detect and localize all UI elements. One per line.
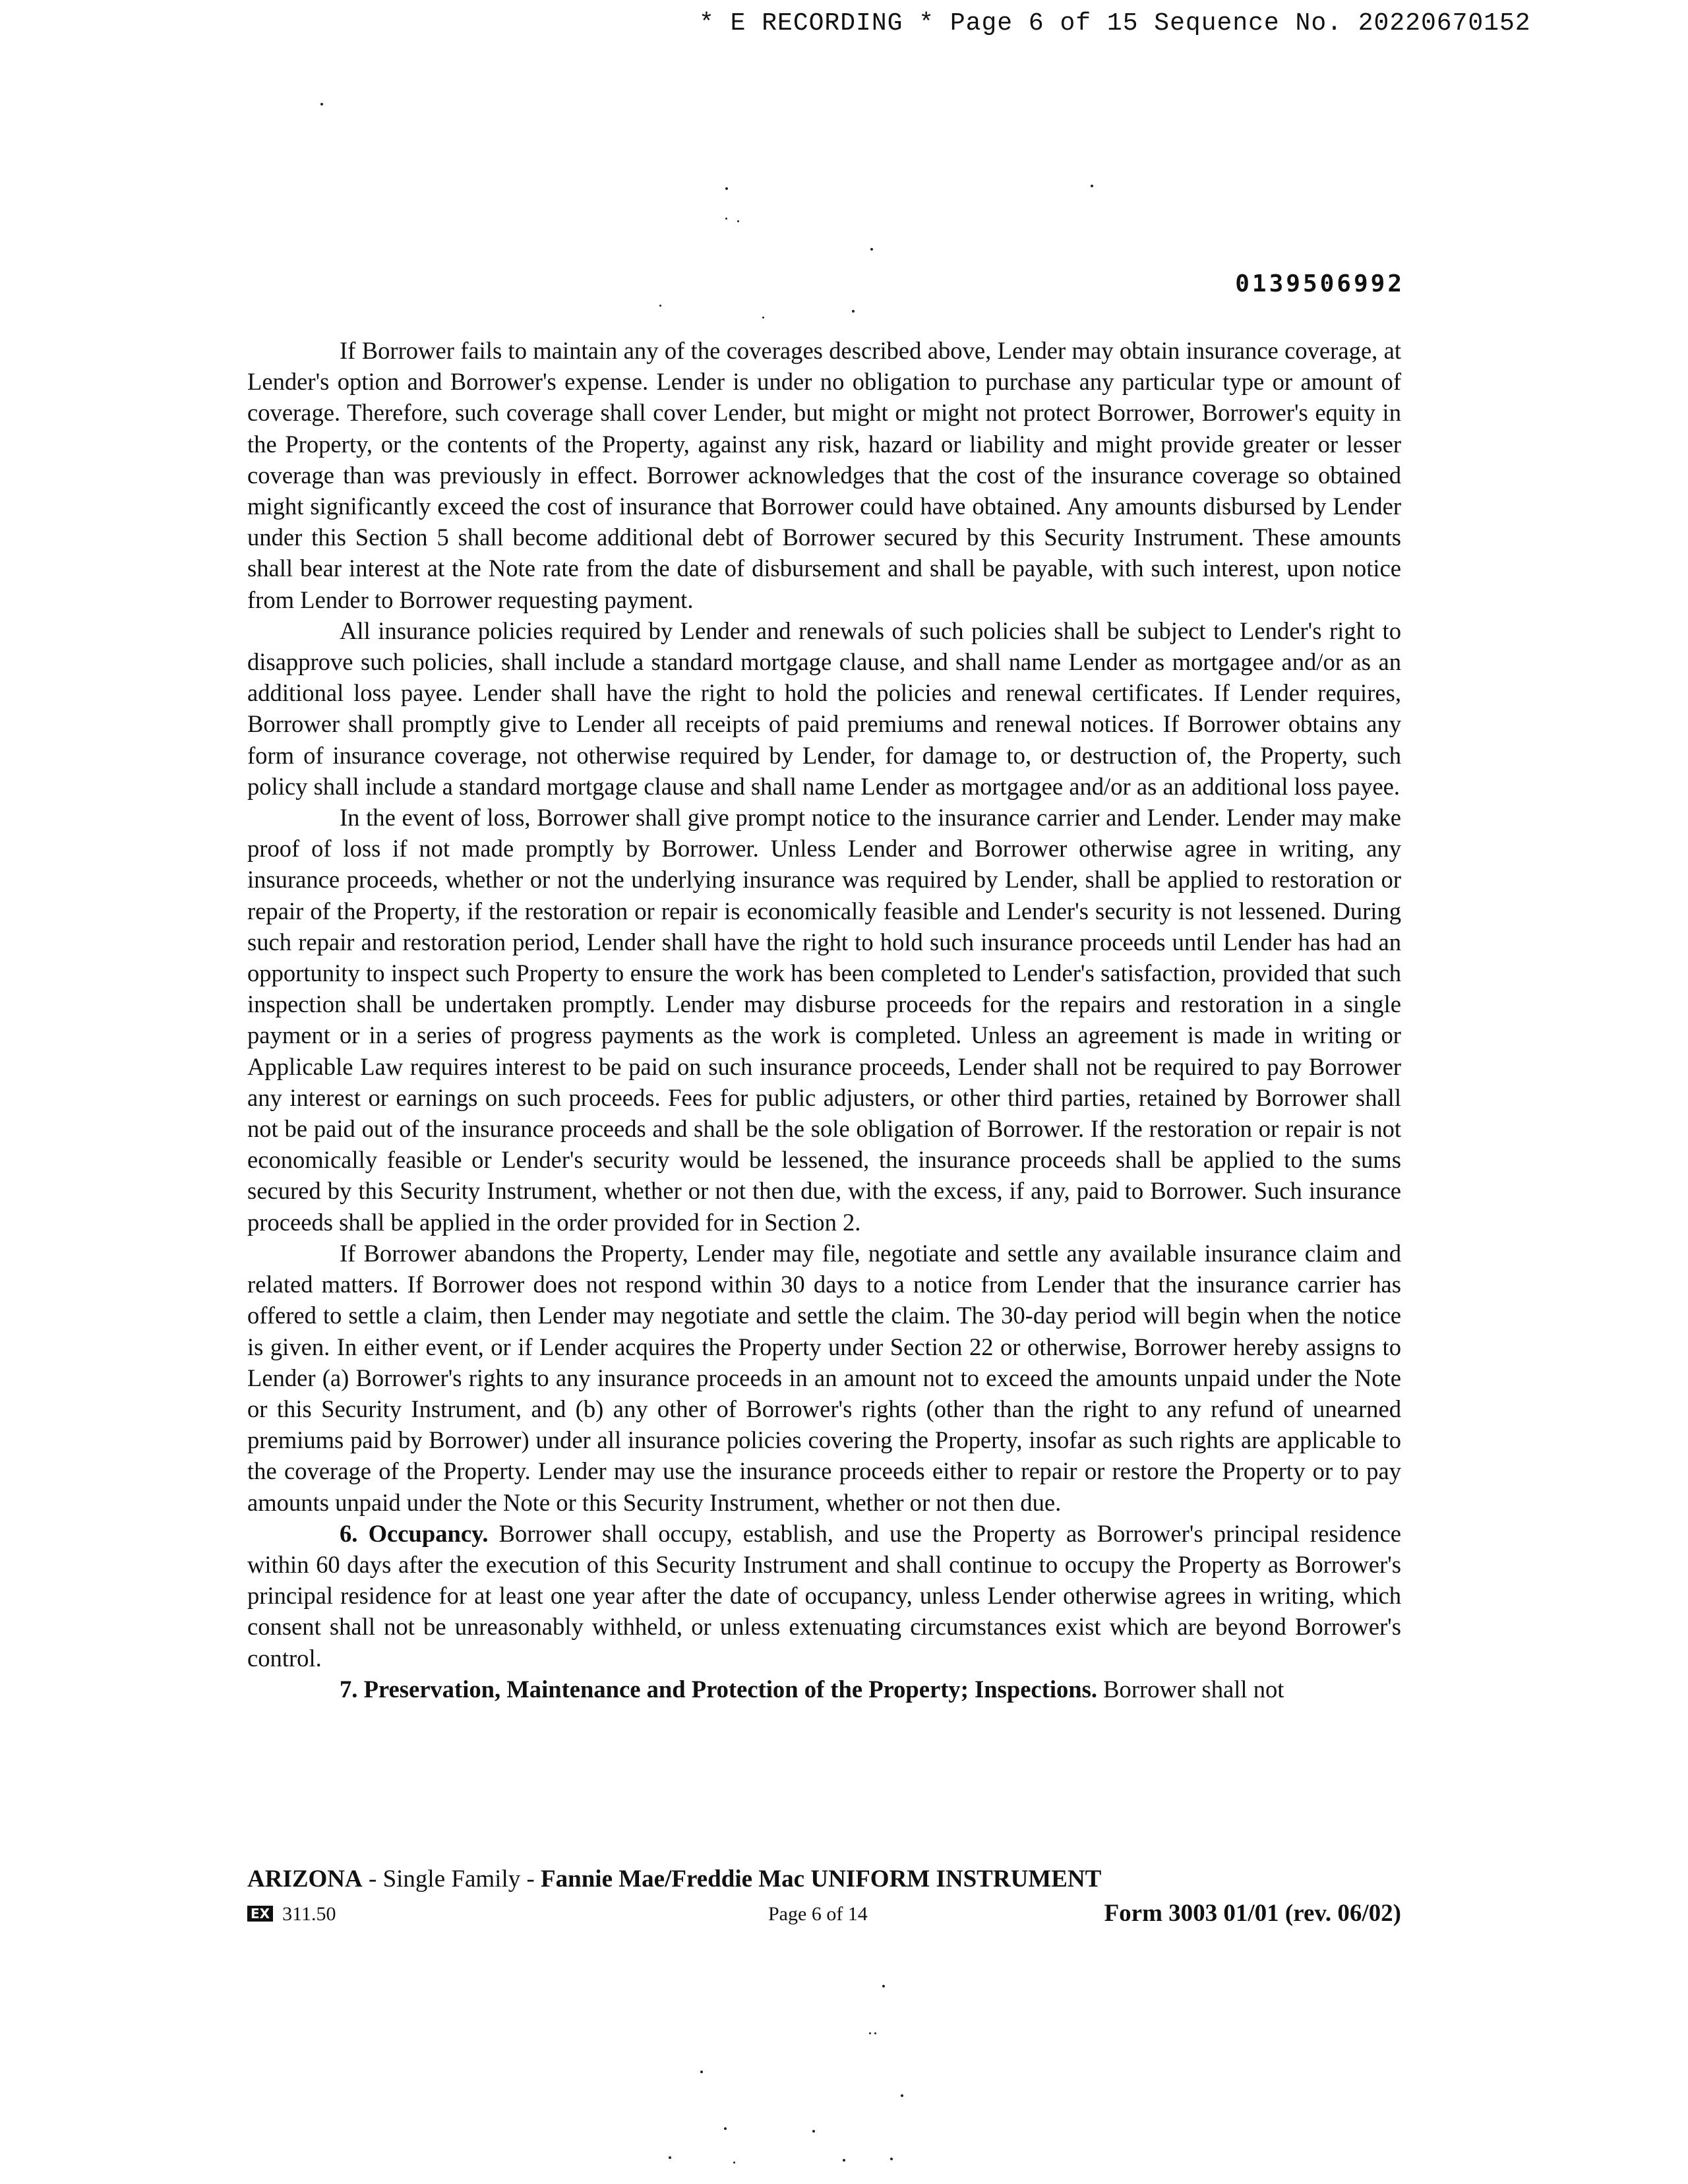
- paragraph-lender-obtain-insurance: If Borrower fails to maintain any of the coverages described above, Lender may obtain insurance coverage, at Lender's option and Borrower's expense. Lender is under no obligation to purchase any particular type or amount of coverage. Therefore, such coverage shall cover Lender, but might or might not protect Borrower, Borrower's equity in the Property, or the contents of the Property, against any risk, hazard or liability and might provide greater or lesser coverage than was previously in effect. Borrower acknowledges that the cost of the insurance coverage so obtained might significantly exceed the cost of insurance that Borrower could have obtained. Any amounts disbursed by Lender under this Section 5 shall become additional debt of Borrower secured by this Security Instrument. These amounts shall bear interest at the Note rate from the date of disbursement and shall be payable, with such interest, upon notice from Lender to Borrower requesting payment.: [247, 337, 1401, 613]
- scan-speck: [843, 2159, 845, 2162]
- occupancy-heading: 6. Occupancy.: [340, 1519, 489, 1547]
- paragraph-insurance-policies: All insurance policies required by Lender and renewals of such policies shall be subject to Lender's right to disapprove such policies, shall include a standard mortgage clause, and shall name Lender as mortgagee and/or as an additional loss payee. Lender shall have the right to hold the policies and renewal certificates. If Lender requires, Borrower shall promptly give to Lender all receipts of paid premiums and renewal notices. If Borrower obtains any form of insurance coverage, not otherwise required by Lender, for damage to, or destruction of, the Property, such policy shall include a standard mortgage clause and shall name Lender as mortgagee and/or as an additional loss payee.: [247, 617, 1401, 800]
- scan-speck: [869, 2032, 871, 2034]
- footer-code: [247, 1903, 336, 1926]
- scan-speck: [733, 2162, 735, 2164]
- ex-logo-icon: EX: [247, 1906, 273, 1922]
- recording-header: * E RECORDING * Page 6 of 15 Sequence No. 20220670152: [699, 9, 1531, 38]
- scan-speck: [874, 2032, 876, 2034]
- preservation-heading: 7. Preservation, Maintenance and Protection of the Property; Inspections.: [340, 1675, 1098, 1703]
- footer-title: [247, 1865, 1101, 1893]
- scan-speck: [890, 2158, 893, 2160]
- paragraph-event-of-loss: In the event of loss, Borrower shall give prompt notice to the insurance carrier and Lender. Lender may make proof of loss if not made promptly by Borrower. Unless Lender and Borrower otherwise agree in writing, any insurance proceeds, whether or not the underlying insurance was required by Lender, shall be applied to restoration or repair of the Property, if the restoration or repair is economically feasible and Lender's security is not lessened. During such repair and restoration period, Lender shall have the right to hold such insurance proceeds until Lender has had an opportunity to inspect such Property to ensure the work has been completed to Lender's satisfaction, provided that such inspection shall be undertaken promptly. Lender may disburse proceeds for the repairs and restoration in a single payment or in a series of progress payments as the work is completed. Unless an agreement is made in writing or Applicable Law requires interest to be paid on such insurance proceeds, Lender shall not be required to pay Borrower any interest or earnings on such proceeds. Fees for public adjusters, or other third parties, retained by Borrower shall not be paid out of the insurance proceeds and shall be the sole obligation of Borrower. If the restoration or repair is not economically feasible or Lender's security would be lessened, the insurance proceeds shall be applied to the sums secured by this Security Instrument, whether or not then due, with the excess, if any, paid to Borrower. Such insurance proceeds shall be applied in the order provided for in Section 2.: [247, 804, 1401, 1236]
- paragraph-preservation: [247, 1674, 1401, 1705]
- occupancy-body: Borrower shall occupy, establish, and use the Property as Borrower's principal residence within 60 days after the execution of this Security Instrument and shall continue to occupy the Property as Borrower's principal residence for at least one year after the date of occupancy, unless Lender otherwise agrees in writing, which consent shall not be unreasonably withheld, or unless extenuating circumstances exist which are beyond Borrower's control.: [247, 1519, 1401, 1672]
- scan-speck: [320, 103, 323, 106]
- footer-form-number: Form 3003 01/01 (rev. 06/02): [1104, 1900, 1401, 1927]
- footer-page-number: Page 6 of 14: [768, 1903, 868, 1925]
- paragraph-abandonment: If Borrower abandons the Property, Lender may file, negotiate and settle any available insurance claim and related matters. If Borrower does not respond within 30 days to a notice from Lender that the insurance carrier has offered to settle a claim, then Lender may negotiate and settle the claim. The 30-day period will begin when the notice is given. In either event, or if Lender acquires the Property under Section 22 or otherwise, Borrower hereby assigns to Lender (a) Borrower's rights to any insurance proceeds in an amount not to exceed the amounts unpaid under the Note or this Security Instrument, and (b) any other of Borrower's rights (other than the right to any refund of unearned premiums paid by Borrower) under all insurance policies covering the Property, insofar as such rights are applicable to the coverage of the Property. Lender may use the insurance proceeds either to repair or restore the Property or to pay amounts unpaid under the Note or this Security Instrument, whether or not then due.: [247, 1239, 1401, 1516]
- scan-speck: [812, 2130, 815, 2133]
- footer-instrument: Fannie Mae/Freddie Mac UNIFORM INSTRUMENT: [541, 1866, 1102, 1893]
- footer-state: ARIZONA: [247, 1866, 363, 1893]
- scan-speck: [852, 310, 855, 313]
- loan-number: 0139506992: [1235, 270, 1404, 297]
- scan-speck: [700, 2071, 703, 2073]
- scan-speck: [901, 2094, 903, 2097]
- footer-dash: - Single Family -: [362, 1866, 541, 1893]
- scan-speck: [724, 2127, 727, 2130]
- scan-speck: [762, 317, 764, 318]
- paragraph-occupancy: [247, 1518, 1401, 1674]
- scan-speck: [659, 305, 661, 307]
- scan-speck: [870, 248, 873, 251]
- scan-speck: [725, 218, 727, 220]
- scan-speck: [669, 2156, 671, 2159]
- scan-speck: [725, 187, 728, 190]
- scan-speck: [737, 220, 739, 222]
- preservation-body: Borrower shall not: [1097, 1675, 1284, 1703]
- footer-code-number: 311.50: [282, 1903, 336, 1925]
- scan-speck: [882, 1985, 885, 1987]
- document-body: [247, 335, 1401, 1705]
- scan-speck: [1091, 185, 1093, 187]
- footer-row: [247, 1899, 1401, 1932]
